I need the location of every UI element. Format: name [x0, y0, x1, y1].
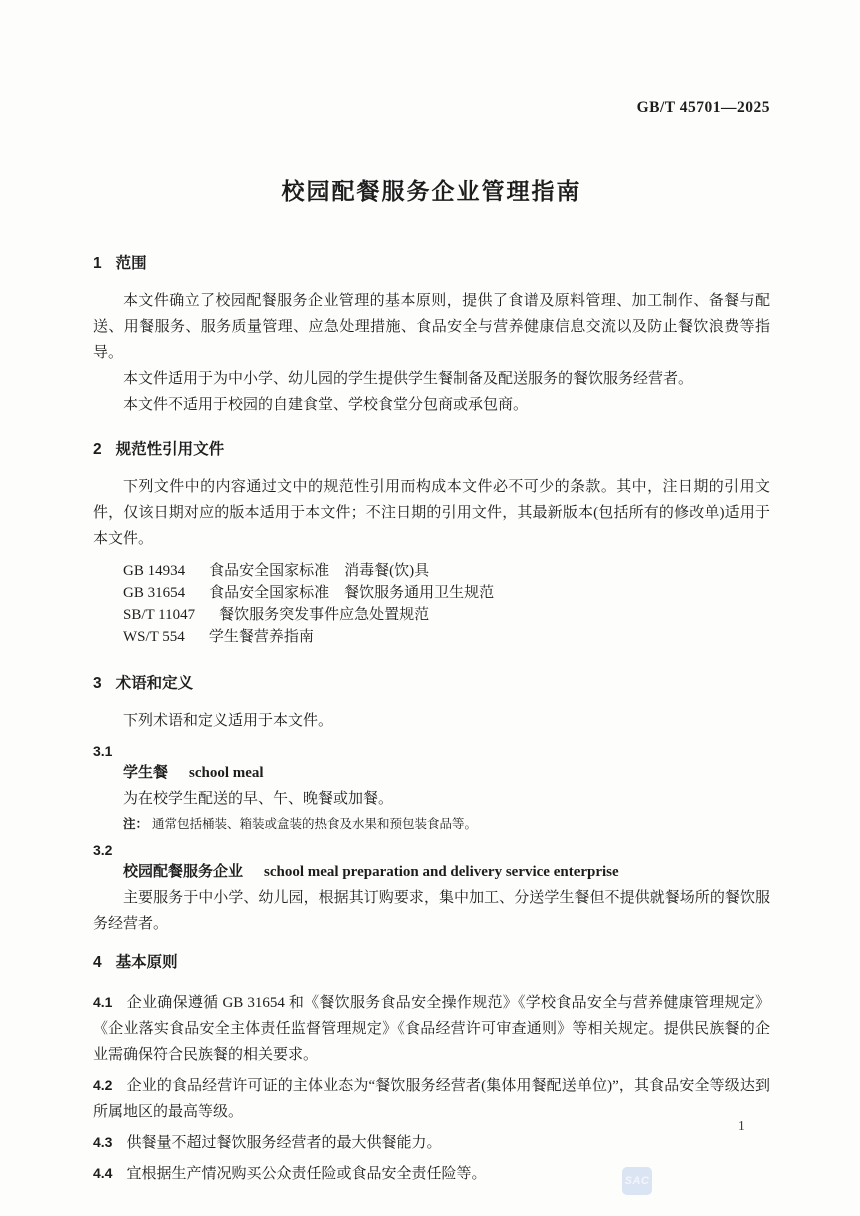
reference-title: 食品安全国家标准 餐饮服务通用卫生规范: [209, 585, 495, 601]
term-number: 3.2: [93, 842, 113, 858]
term-line: [93, 762, 770, 784]
reference-title: 餐饮服务突发事件应急处置规范: [219, 607, 430, 623]
section-heading-terms-definitions: [93, 674, 770, 694]
reference-list: [93, 560, 770, 648]
section-title: 术语和定义: [115, 675, 194, 692]
section-heading-normative-references: [93, 440, 770, 460]
scope-paragraph-3: 本文件不适用于校园的自建食堂、学校食堂分包商或承包商。: [123, 397, 529, 413]
term-english: school meal preparation and delivery service enterprise: [264, 864, 619, 880]
term-english: school meal: [189, 765, 264, 781]
term-entry-3-1: [93, 740, 770, 833]
clause-text: 供餐量不超过餐饮服务经营者的最大供餐能力。: [126, 1135, 442, 1151]
clause-number: 4.1: [93, 994, 113, 1010]
section-title: 范围: [115, 255, 147, 272]
note-text: 通常包括桶装、箱装或盒装的热食及水果和预包装食品等。: [152, 817, 478, 831]
clause-number: 4.2: [93, 1077, 113, 1093]
clause-number: 4.3: [93, 1134, 113, 1150]
reference-code: WS/T 554: [123, 629, 185, 645]
terms-intro: 下列术语和定义适用于本文件。: [123, 713, 334, 729]
clause-4-4: [93, 1160, 770, 1187]
section-number: 1: [93, 255, 102, 272]
clause-4-3: [93, 1129, 770, 1156]
reference-title: 食品安全国家标准 消毒餐(饮)具: [209, 563, 430, 579]
references-intro: 下列文件中的内容通过文中的规范性引用而构成本文件必不可少的条款。其中，注日期的引用文件，仅该日期对应的版本适用于本文件；不注日期的引用文件，其最新版本(包括所有的修改单)适用于本文件。: [93, 479, 770, 547]
term-definition: 为在校学生配送的早、午、晚餐或加餐。: [123, 791, 394, 807]
clause-4-1: [93, 989, 770, 1068]
clause-text: 宜根据生产情况购买公众责任险或食品安全责任险等。: [126, 1166, 487, 1182]
term-chinese: 学生餐: [123, 764, 169, 781]
term-entry-3-2: [93, 839, 770, 937]
clause-number: 4.4: [93, 1165, 113, 1181]
clause-text: 企业的食品经营许可证的主体业态为“餐饮服务经营者(集体用餐配送单位)”，其食品安全等级达到所属地区的最高等级。: [93, 1078, 770, 1120]
document-title: 校园配餐服务企业管理指南: [281, 178, 582, 204]
reference-title: 学生餐营养指南: [208, 629, 314, 645]
scope-paragraph-2: 本文件适用于为中小学、幼儿园的学生提供学生餐制备及配送服务的餐饮服务经营者。: [123, 371, 694, 387]
clause-text: 企业确保遵循 GB 31654 和《餐饮服务食品安全操作规范》《学校食品安全与营养健康管理规定》《企业落实食品安全主体责任监督管理规定》《食品经营许可审查通则》等相关规定。提供民族餐的企业需确保符合民族餐的相关要求。: [93, 995, 770, 1063]
reference-item: [93, 560, 770, 582]
section-title: 基本原则: [115, 954, 178, 971]
sac-watermark-logo: SAC: [622, 1167, 652, 1195]
term-line: [93, 861, 770, 883]
reference-code: GB 31654: [123, 585, 186, 601]
clause-4-2: [93, 1072, 770, 1125]
reference-code: SB/T 11047: [123, 607, 196, 623]
reference-code: GB 14934: [123, 563, 186, 579]
standard-code: GB/T 45701—2025: [636, 99, 770, 116]
section-number: 4: [93, 954, 102, 971]
section-number: 3: [93, 675, 102, 692]
scope-paragraph-1: 本文件确立了校园配餐服务企业管理的基本原则，提供了食谱及原料管理、加工制作、备餐与配送、用餐服务、服务质量管理、应急处理措施、食品安全与营养健康信息交流以及防止餐饮浪费等指导。: [93, 293, 770, 361]
term-number: 3.1: [93, 743, 113, 759]
term-definition: 主要服务于中小学、幼儿园，根据其订购要求，集中加工、分送学生餐但不提供就餐场所的餐饮服务经营者。: [93, 890, 770, 932]
section-heading-basic-principles: [93, 953, 770, 973]
section-title: 规范性引用文件: [115, 441, 225, 458]
page-number: 1: [738, 1118, 745, 1133]
reference-item: [93, 626, 770, 648]
reference-item: [93, 582, 770, 604]
reference-item: [93, 604, 770, 626]
section-number: 2: [93, 441, 102, 458]
note-label: 注：: [123, 817, 149, 831]
term-note: [93, 815, 770, 833]
section-heading-scope: [93, 254, 770, 274]
term-chinese: 校园配餐服务企业: [123, 863, 244, 880]
